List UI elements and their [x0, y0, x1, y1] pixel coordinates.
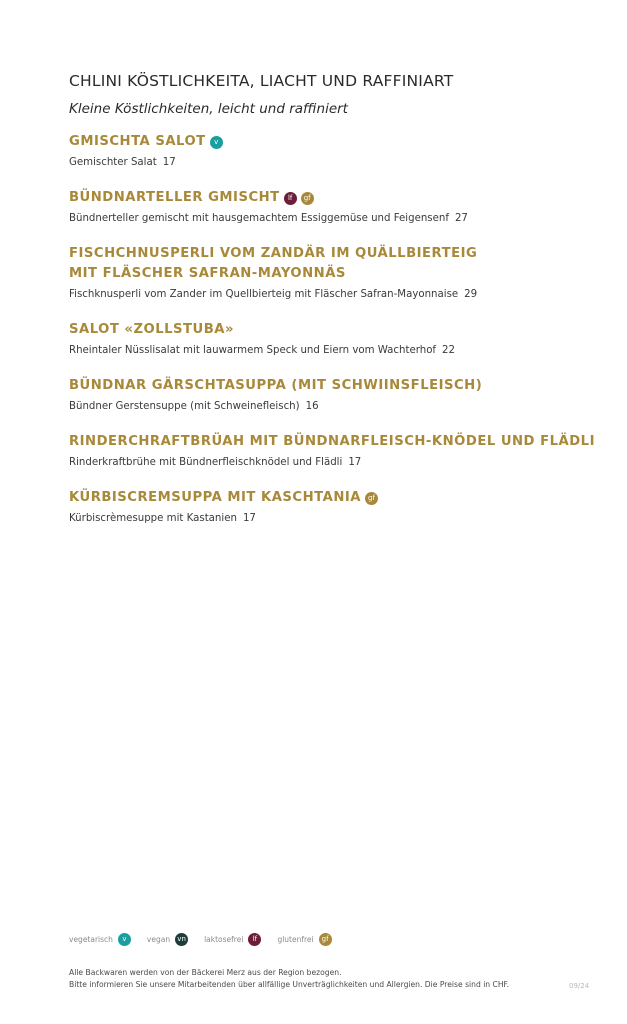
menu-item-description	[69, 211, 609, 226]
badge-v-icon: v	[118, 933, 131, 946]
menu-item	[69, 488, 609, 526]
menu-item	[69, 244, 609, 302]
menu-item-title	[69, 488, 609, 508]
menu-item	[69, 376, 609, 414]
menu-item-title-text: MIT FLÄSCHER SAFRAN-MAYONNÄS	[69, 266, 346, 281]
menu-item-title-line	[69, 376, 609, 396]
footer-line-1: Alle Backwaren werden von der Bäckerei Merz aus der Region bezogen.	[69, 968, 342, 977]
menu-item-description	[69, 399, 609, 414]
menu-item	[69, 132, 609, 170]
footer-note	[69, 967, 509, 991]
section-title: CHLINI KÖSTLICHKEITA, LIACHT UND RAFFINIART	[69, 72, 454, 90]
menu-item-description-text: Fischknusperli vom Zander im Quellbierteig mit Fläscher Safran-Mayonnaise	[69, 289, 459, 300]
menu-item	[69, 188, 609, 226]
menu-item-title-text: KÜRBISCREMSUPPA MIT KASCHTANIA	[69, 490, 361, 505]
legend-label: vegetarisch	[69, 935, 113, 944]
section-subtitle: Kleine Köstlichkeiten, leicht und raffiniert	[69, 101, 348, 117]
dietary-legend	[69, 933, 348, 946]
menu-item-title-text: BÜNDNARTELLER GMISCHT	[69, 190, 280, 205]
legend-label: vegan	[146, 935, 171, 944]
menu-item-price: 16	[305, 401, 319, 412]
menu-item-description-text: Gemischter Salat	[69, 157, 157, 168]
menu-item-title-line	[69, 432, 609, 452]
menu-item-title-line	[69, 188, 609, 208]
badge-v-icon: v	[210, 136, 223, 149]
badge-gf-icon: gf	[365, 492, 378, 505]
menu-item-price: 17	[242, 513, 256, 524]
menu-item	[69, 320, 609, 358]
legend-item	[277, 933, 331, 946]
badge-lf-icon: lf	[248, 933, 261, 946]
menu-item-title-text: GMISCHTA SALOT	[69, 134, 206, 149]
badge-vn-icon: vn	[175, 933, 188, 946]
menu-item-title-text: SALOT «ZOLLSTUBA»	[69, 322, 235, 337]
menu-item-title-line	[69, 244, 609, 264]
menu-item-price: 17	[348, 457, 362, 468]
legend-item	[204, 933, 261, 946]
menu-items-list	[69, 132, 609, 544]
menu-item-title	[69, 376, 609, 396]
menu-item-price: 22	[442, 345, 455, 356]
menu-item-description	[69, 343, 609, 358]
legend-label: laktosefrei	[204, 935, 244, 944]
menu-item-description	[69, 511, 609, 526]
menu-item-title-text: RINDERCHRAFTBRÜAH MIT BÜNDNARFLEISCH-KNÖDEL UND FLÄDLI	[69, 434, 595, 449]
menu-item-description-text: Rinderkraftbrühe mit Bündnerfleischknödel und Flädli	[69, 457, 343, 468]
menu-item-title-text: FISCHCHNUSPERLI VOM ZANDÄR IM QUÄLLBIERTEIG	[69, 246, 478, 261]
menu-item-title-text: BÜNDNAR GÄRSCHTASUPPA (MIT SCHWIINSFLEISCH)	[69, 378, 483, 393]
menu-item	[69, 432, 609, 470]
legend-label: glutenfrei	[277, 935, 314, 944]
menu-item-description-text: Rheintaler Nüsslisalat mit lauwarmem Speck und Eiern vom Wachterhof	[69, 345, 437, 356]
menu-item-title	[69, 320, 609, 340]
footer-line-2: Bitte informieren Sie unsere Mitarbeitenden über allfällige Unverträglichkeiten und Allergien. Die Preise sind in CHF.	[69, 980, 510, 989]
menu-item-description-text: Bündner Gerstensuppe (mit Schweinefleisch)	[69, 401, 300, 412]
menu-item-title	[69, 188, 609, 208]
menu-item-description	[69, 155, 609, 170]
menu-item-description	[69, 455, 609, 470]
badge-gf-icon: gf	[301, 192, 314, 205]
menu-item-description-text: Kürbiscrèmesuppe mit Kastanien	[69, 513, 237, 524]
menu-item-title	[69, 244, 609, 284]
page-number: 09/24	[569, 982, 590, 990]
badge-gf-icon: gf	[319, 933, 332, 946]
menu-item-description	[69, 287, 609, 302]
legend-item	[69, 933, 131, 946]
menu-item-price: 27	[454, 213, 468, 224]
menu-item-title-line	[69, 132, 609, 152]
menu-item-title-line	[69, 320, 609, 340]
legend-item	[147, 933, 188, 946]
menu-item-description-text: Bündnerteller gemischt mit hausgemachtem Essiggemüse und Feigensenf	[69, 213, 449, 224]
menu-item-title	[69, 132, 609, 152]
menu-item-title-line	[69, 488, 609, 508]
menu-item-price: 17	[162, 157, 176, 168]
menu-item-title	[69, 432, 609, 452]
menu-item-title-line	[69, 264, 609, 284]
badge-lf-icon: lf	[284, 192, 297, 205]
menu-item-price: 29	[464, 289, 478, 300]
